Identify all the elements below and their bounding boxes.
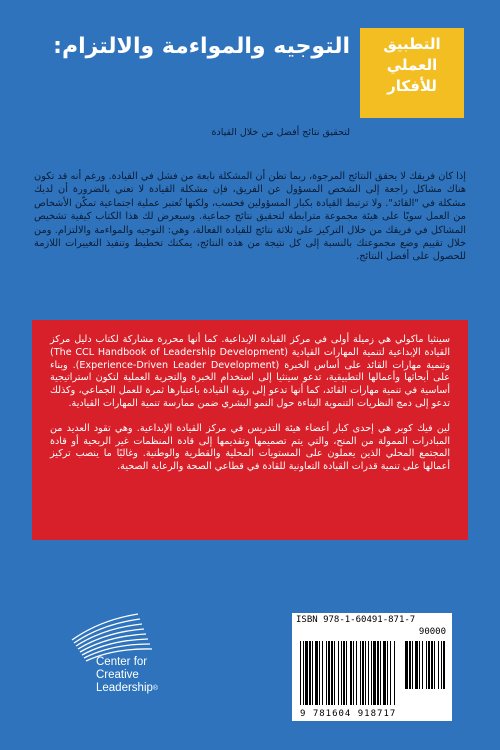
author-bios-panel <box>32 320 468 540</box>
isbn-text: ISBN 978-1-60491-871-7 <box>296 615 416 625</box>
book-description: إذا كان فريقك لا يحقق النتائج المرجوة، ربما تظن أن المشكلة نابعة من فشل في القيادة. ورغم أنه قد تكون هناك مشاكل راجعة إلى الشخص المسؤول عن الفريق، فإن مشكلة القيادة لا تعني بالضرورة أن لديك مشكلة في "القائد". ولا ترتبط القيادة بكبار المسؤولين فحسب، ولكنها تُعتبر عملية اجتماعية تمكّن الأشخاص من العمل سويًا على هيئة مجموعة مترابطة لتحقيق نتائج جماعية. وسيعرض لك هذا الكتاب كيفية تشخيص المشاكل في فريقك من خلال التركيز على ثلاثة نتائج للقيادة الفعالة، وهي: التوجيه والمواءمة والالتزام. ومن خلال تقييم وضع مجموعتك بالنسبة إلى كل نتيجة من هذه النتائج، يمكنك تخطيط وتنفيذ التغييرات اللازمة للحصول على أفضل النتائج. <box>34 171 466 263</box>
barcode-digits: 9 781604 918717 <box>300 709 397 719</box>
barcode-bars-icon <box>292 613 452 721</box>
ccl-logo-text <box>96 656 158 695</box>
isbn-barcode <box>292 613 452 721</box>
author-bio-1: سينثيا ماكولي هي زميلة أولى في مركز القيادة الإبداعية. كما أنها محررة مشاركة لكتاب دليل مركز القيادة الإبداعية لتنمية المهارات القيادية (The CCL Handbook of Leadership Development) وتنمية مهارات القائد على أساس الخبرة (Experience-Driven Leader Development). وبناء على أبحاثها وأعمالها التطبيقية، تدعو سينثيا إلى استخدام الخبرة والتجربة العملية لتكون استراتيجية أساسية في تنمية مهارات القائد، كما أنها تدعو إلى رؤية القيادة باعتبارها ثمرة للعمل الجماعي، وكذلك تدعو إلى دمج النظريات التنموية البناءة حول النمو البشري ضمن ممارسة تنمية المهارات القيادية. <box>50 334 451 409</box>
logo-line-3: Leadership® <box>96 682 159 694</box>
author-bio-2: لين فيك كوبر هي إحدى كبار أعضاء هيئة التدريس في مركز القيادة الإبداعية. وهي تقود العديد من المبادرات الممولة من المنح، والتي يتم تصميمها وتقديمها إلى قادة المنظمات غير الربحية أو قادة المجتمع المحلي الذين يعملون على المستويات المحلية والقطرية والوطنية. وغالبًا ما ينصب تركيز أعمالها على تنمية قدرات القيادة التعاونية للقادة في قطاعي الصحة والرعاية الصحية. <box>50 422 450 473</box>
book-title: التوجيه والمواءمة والالتزام: <box>53 34 350 59</box>
price-code: 90000 <box>418 627 446 637</box>
badge-line-1: التطبيق <box>383 35 441 53</box>
logo-line-2: Creative <box>96 669 139 681</box>
series-badge <box>360 28 464 118</box>
registered-mark: ® <box>152 685 159 692</box>
badge-line-3: للأفكار <box>387 77 437 95</box>
book-subtitle: لتحقيق نتائج أفضل من خلال القيادة <box>211 127 350 138</box>
logo-line-1: Center for <box>96 656 148 668</box>
badge-line-2: العملي <box>386 56 438 74</box>
